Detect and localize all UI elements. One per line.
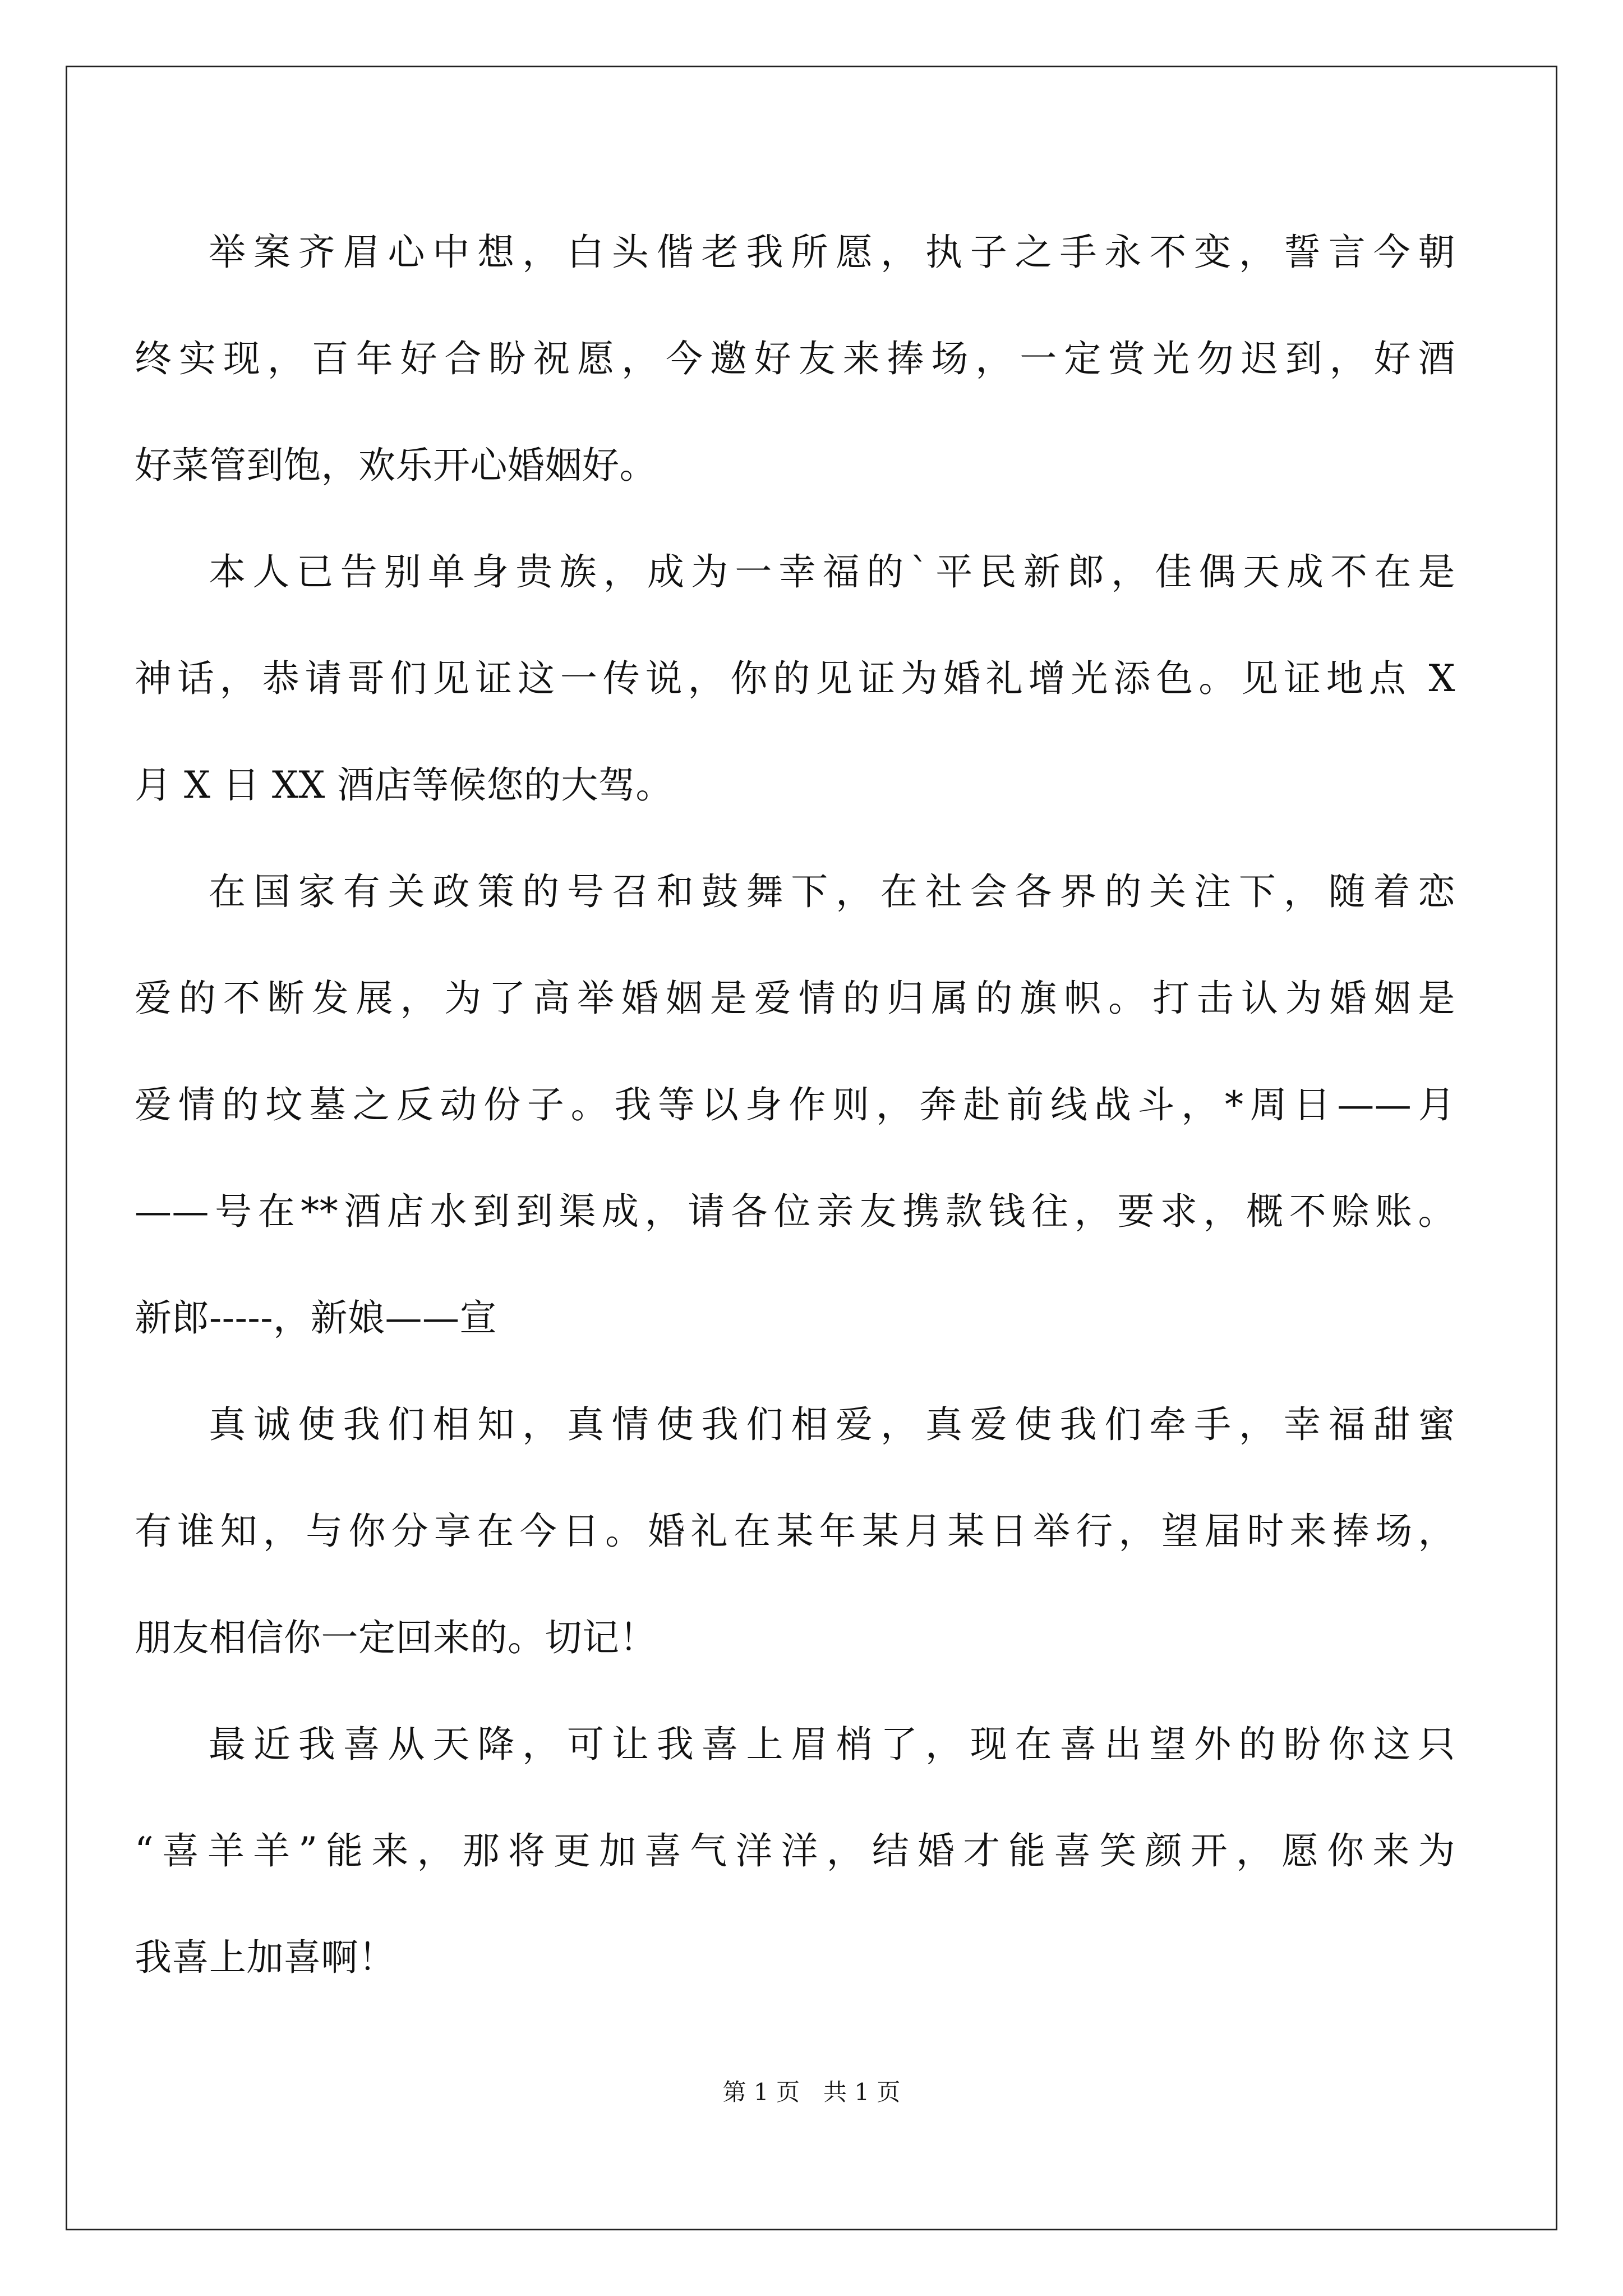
page-border <box>66 66 1557 2230</box>
paragraph-5-line-2: “喜羊羊”能来，那将更加喜气洋洋，结婚才能喜笑颜开，愿你来为 <box>135 1829 1455 1872</box>
paragraph-3-line-5: 新郎-----，新娘——宣 <box>135 1296 497 1340</box>
paragraph-3-line-1: 在国家有关政策的号召和鼓舞下，在社会各界的关注下，随着恋 <box>209 870 1455 913</box>
paragraph-3-line-3: 爱情的坟墓之反动份子。我等以身作则，奔赴前线战斗，*周日——月 <box>135 1083 1455 1126</box>
paragraph-1-line-1: 举案齐眉心中想，白头偕老我所愿，执子之手永不变，誓言今朝 <box>209 231 1455 274</box>
paragraph-2-line-2: 神话，恭请哥们见证这一传说，你的见证为婚礼增光添色。见证地点 X <box>135 657 1455 700</box>
paragraph-5-line-3: 我喜上加喜啊！ <box>135 1936 396 1979</box>
page-footer: 第 1 页 共 1 页 <box>722 2078 901 2106</box>
paragraph-5-line-1: 最近我喜从天降，可让我喜上眉梢了，现在喜出望外的盼你这只 <box>209 1723 1455 1766</box>
paragraph-1-line-2: 终实现，百年好合盼祝愿，今邀好友来捧场，一定赏光勿迟到，好酒 <box>135 337 1455 380</box>
paragraph-4-line-3: 朋友相信你一定回来的。切记！ <box>135 1616 657 1659</box>
paragraph-4-line-2: 有谁知，与你分享在今日。婚礼在某年某月某日举行，望届时来捧场， <box>135 1510 1455 1553</box>
paragraph-3-line-4: ——号在**酒店水到到渠成，请各位亲友携款钱往，要求，概不赊账。 <box>135 1190 1455 1233</box>
paragraph-1-line-3: 好菜管到饱，欢乐开心婚姻好。 <box>135 444 657 487</box>
paragraph-2-line-3: 月 X 日 XX 酒店等候您的大驾。 <box>135 763 673 807</box>
paragraph-2-line-1: 本人已告别单身贵族，成为一幸福的`平民新郎，佳偶天成不在是 <box>209 550 1455 593</box>
paragraph-4-line-1: 真诚使我们相知，真情使我们相爱，真爱使我们牵手，幸福甜蜜 <box>209 1403 1455 1446</box>
paragraph-3-line-2: 爱的不断发展，为了高举婚姻是爱情的归属的旗帜。打击认为婚姻是 <box>135 977 1455 1020</box>
